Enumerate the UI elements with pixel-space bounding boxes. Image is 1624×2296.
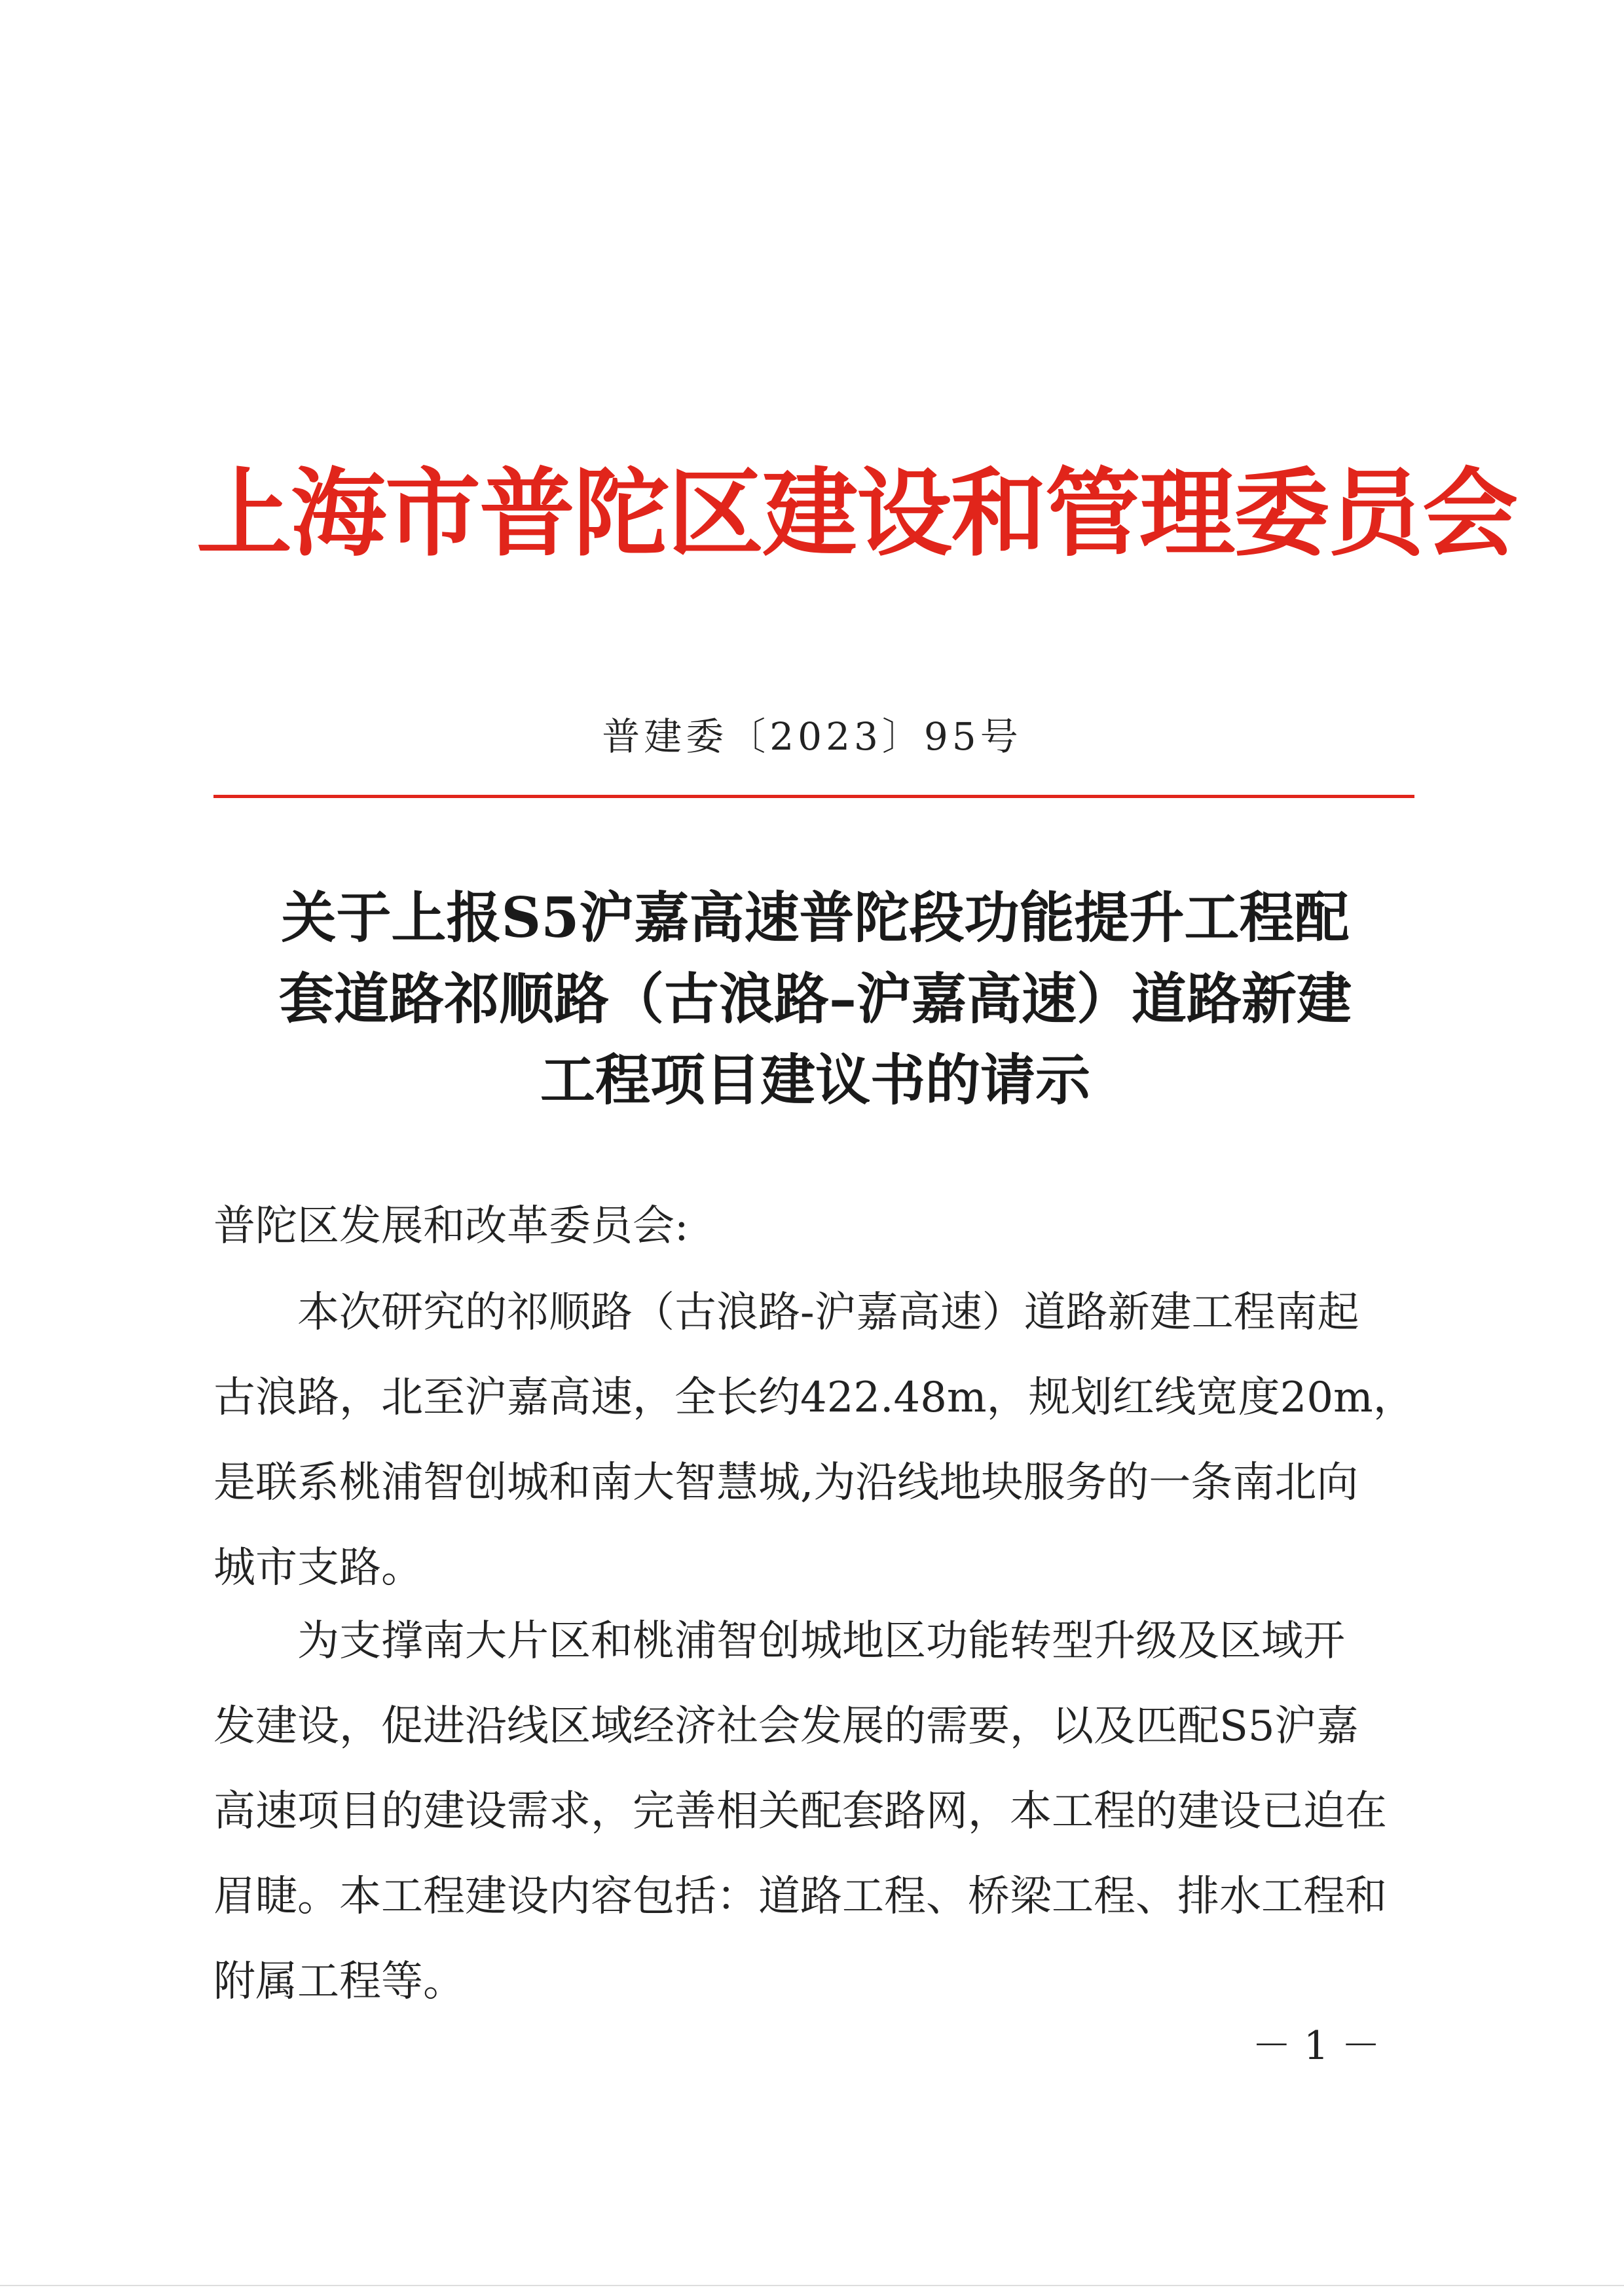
paragraph-line: 古浪路，北至沪嘉高速，全长约422.48m，规划红线宽度20m， <box>213 1374 1415 1422</box>
addressee: 普陀区发展和改革委员会: <box>213 1202 689 1250</box>
issuing-organization-header: 上海市普陀区建设和管理委员会 <box>196 458 1517 570</box>
red-separator-line <box>213 795 1414 798</box>
title-line: 工程项目建议书的请示 <box>540 1048 1090 1112</box>
title-line: 套道路祁顺路（古浪路–沪嘉高速）道路新建 <box>278 966 1352 1031</box>
document-title <box>216 877 1414 1121</box>
paragraph-line: 是联系桃浦智创城和南大智慧城,为沿线地块服务的一条南北向 <box>213 1459 1359 1507</box>
paragraph-line: 城市支路。 <box>213 1544 423 1592</box>
paragraph-line: 附属工程等。 <box>213 1958 465 2006</box>
paragraph-line: 本次研究的祁顺路（古浪路-沪嘉高速）道路新建工程南起 <box>213 1288 1359 1337</box>
body-paragraph <box>213 1270 1418 1611</box>
paragraph-line: 眉睫。本工程建设内容包括：道路工程、桥梁工程、排水工程和 <box>213 1872 1387 1921</box>
paragraph-line: 为支撑南大片区和桃浦智创城地区功能转型升级及区域开 <box>213 1617 1345 1666</box>
title-line: 关于上报S5沪嘉高速普陀段功能提升工程配 <box>281 885 1350 950</box>
paragraph-line: 发建设，促进沿线区域经济社会发展的需要，以及匹配S5沪嘉 <box>213 1702 1359 1751</box>
paragraph-line: 高速项目的建设需求，完善相关配套路网，本工程的建设已迫在 <box>213 1787 1387 1836</box>
scan-bottom-edge <box>0 2285 1624 2286</box>
document-number: 普建委〔2023〕95号 <box>602 714 1022 759</box>
body-paragraph <box>213 1599 1418 2024</box>
page-number: － 1 － <box>1251 2023 1381 2069</box>
